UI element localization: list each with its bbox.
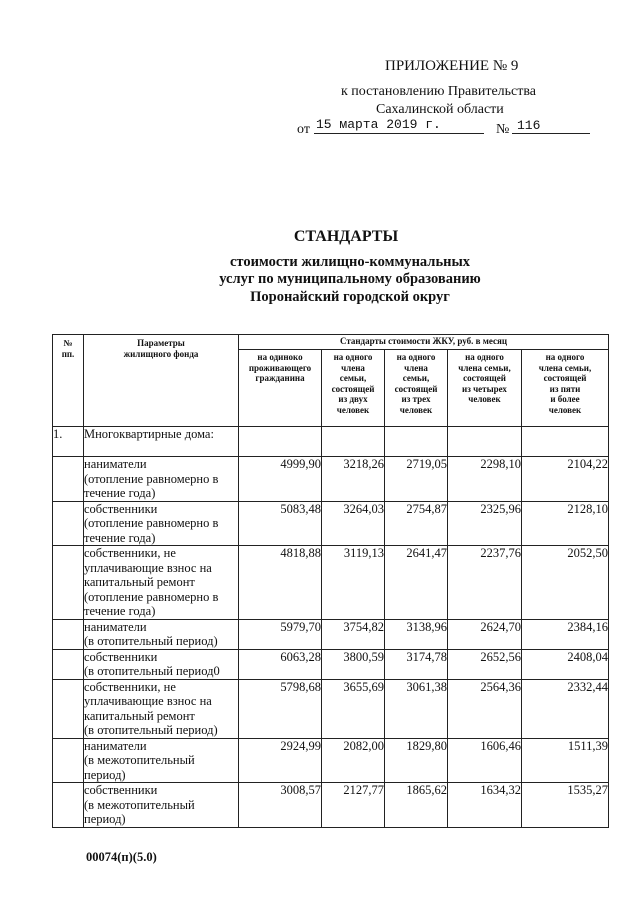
row-label: собственники (в отопительный период0 (84, 649, 239, 679)
appendix-heading: ПРИЛОЖЕНИЕ № 9 (385, 58, 519, 74)
value-cell: 3119,13 (322, 546, 385, 620)
value-cell: 4818,88 (239, 546, 322, 620)
value-cell: 2719,05 (385, 457, 448, 502)
value-cell: 2652,56 (448, 649, 522, 679)
value-cell: 3800,59 (322, 649, 385, 679)
document-subtitle-1: стоимости жилищно-коммунальных (229, 254, 471, 270)
value-cell: 3061,38 (385, 679, 448, 738)
value-cell: 1634,32 (448, 783, 522, 828)
row-label: собственники, не уплачивающие взнос на капитальный ремонт (в отопительный период) (84, 679, 239, 738)
value-cell: 2754,87 (385, 501, 448, 546)
row-label: собственники (в межотопительный период) (84, 783, 239, 828)
value-cell: 2332,44 (522, 679, 609, 738)
col-header-number (53, 335, 84, 427)
value-cell: 3754,82 (322, 619, 385, 649)
document-title: СТАНДАРТЫ (293, 228, 399, 245)
empty-cell (322, 427, 385, 457)
row-label: собственники (отопление равномерно в течение года) (84, 501, 239, 546)
value-cell: 1511,39 (522, 738, 609, 783)
decree-number: 116 (517, 118, 541, 133)
row-number-cell (53, 679, 84, 738)
row-number-cell (53, 457, 84, 502)
value-cell: 3218,26 (322, 457, 385, 502)
col-group-header: Стандарты стоимости ЖКУ, руб. в месяц (239, 335, 609, 350)
date-prefix: от (297, 122, 310, 137)
value-cell: 3174,78 (385, 649, 448, 679)
value-cell: 2408,04 (522, 649, 609, 679)
col-header-two (322, 350, 385, 427)
value-cell: 2641,47 (385, 546, 448, 620)
value-cell: 5083,48 (239, 501, 322, 546)
value-cell: 1535,27 (522, 783, 609, 828)
row-number-cell (53, 501, 84, 546)
decree-line-2: Сахалинской области (376, 102, 504, 117)
col-header-four-text: на одного члена семьи, состоящей из четырех человек (458, 352, 511, 404)
value-cell: 6063,28 (239, 649, 322, 679)
standards-table (52, 334, 609, 828)
number-label: № (496, 122, 510, 137)
table-row (53, 457, 609, 502)
value-cell: 2384,16 (522, 619, 609, 649)
section-number: 1. (53, 427, 84, 457)
decree-line-1: к постановлению Правительства (341, 84, 537, 99)
table-row (53, 546, 609, 620)
value-cell: 3008,57 (239, 783, 322, 828)
value-cell: 2052,50 (522, 546, 609, 620)
empty-cell (522, 427, 609, 457)
value-cell: 2325,96 (448, 501, 522, 546)
value-cell: 4999,90 (239, 457, 322, 502)
row-label: наниматели (в отопительный период) (84, 619, 239, 649)
value-cell: 2237,76 (448, 546, 522, 620)
table-row (53, 501, 609, 546)
value-cell: 2082,00 (322, 738, 385, 783)
col-header-four (448, 350, 522, 427)
col-header-three (385, 350, 448, 427)
document-subtitle-2: услуг по муниципальному образованию (219, 271, 481, 287)
value-cell: 3655,69 (322, 679, 385, 738)
value-cell: 2564,36 (448, 679, 522, 738)
value-cell: 1606,46 (448, 738, 522, 783)
row-label: собственники, не уплачивающие взнос на капитальный ремонт (отопление равномерно в течение года) (84, 546, 239, 620)
value-cell: 5979,70 (239, 619, 322, 649)
row-number-cell (53, 619, 84, 649)
row-number-cell (53, 783, 84, 828)
row-number-cell (53, 738, 84, 783)
row-label: наниматели (отопление равномерно в течение года) (84, 457, 239, 502)
date-underline (314, 133, 484, 134)
document-subtitle-3: Поронайский городской округ (250, 289, 450, 305)
col-header-params-text: Параметры жилищного фонда (123, 338, 199, 359)
value-cell: 2128,10 (522, 501, 609, 546)
table-body (53, 427, 609, 828)
value-cell: 2924,99 (239, 738, 322, 783)
row-number-cell (53, 649, 84, 679)
table-row (53, 783, 609, 828)
col-header-single (239, 350, 322, 427)
value-cell: 2104,22 (522, 457, 609, 502)
table-row (53, 679, 609, 738)
table-row (53, 649, 609, 679)
decree-date: 15 марта 2019 г. (316, 117, 441, 132)
row-label: наниматели (в межотопительный период) (84, 738, 239, 783)
form-code: 00074(п)(5.0) (86, 850, 157, 864)
value-cell: 2624,70 (448, 619, 522, 649)
empty-cell (385, 427, 448, 457)
section-row (53, 427, 609, 457)
value-cell: 1829,80 (385, 738, 448, 783)
section-label: Многоквартирные дома: (84, 427, 239, 457)
col-header-five-text: на одного члена семьи, состоящей из пяти и более человек (538, 352, 592, 415)
col-header-params (84, 335, 239, 427)
col-header-single-text: на одиноко проживающего гражданина (248, 352, 312, 383)
empty-cell (239, 427, 322, 457)
value-cell: 2298,10 (448, 457, 522, 502)
value-cell: 3138,96 (385, 619, 448, 649)
value-cell: 5798,68 (239, 679, 322, 738)
col-header-number-text: № пп. (61, 338, 75, 359)
value-cell: 3264,03 (322, 501, 385, 546)
empty-cell (448, 427, 522, 457)
row-number-cell (53, 546, 84, 620)
col-header-three-text: на одного члена семьи, состоящей из трех человек (394, 352, 438, 415)
value-cell: 1865,62 (385, 783, 448, 828)
table-row (53, 738, 609, 783)
col-header-two-text: на одного члена семьи, состоящей из двух человек (331, 352, 375, 415)
table-row (53, 619, 609, 649)
col-header-five (522, 350, 609, 427)
number-underline (512, 133, 590, 134)
value-cell: 2127,77 (322, 783, 385, 828)
